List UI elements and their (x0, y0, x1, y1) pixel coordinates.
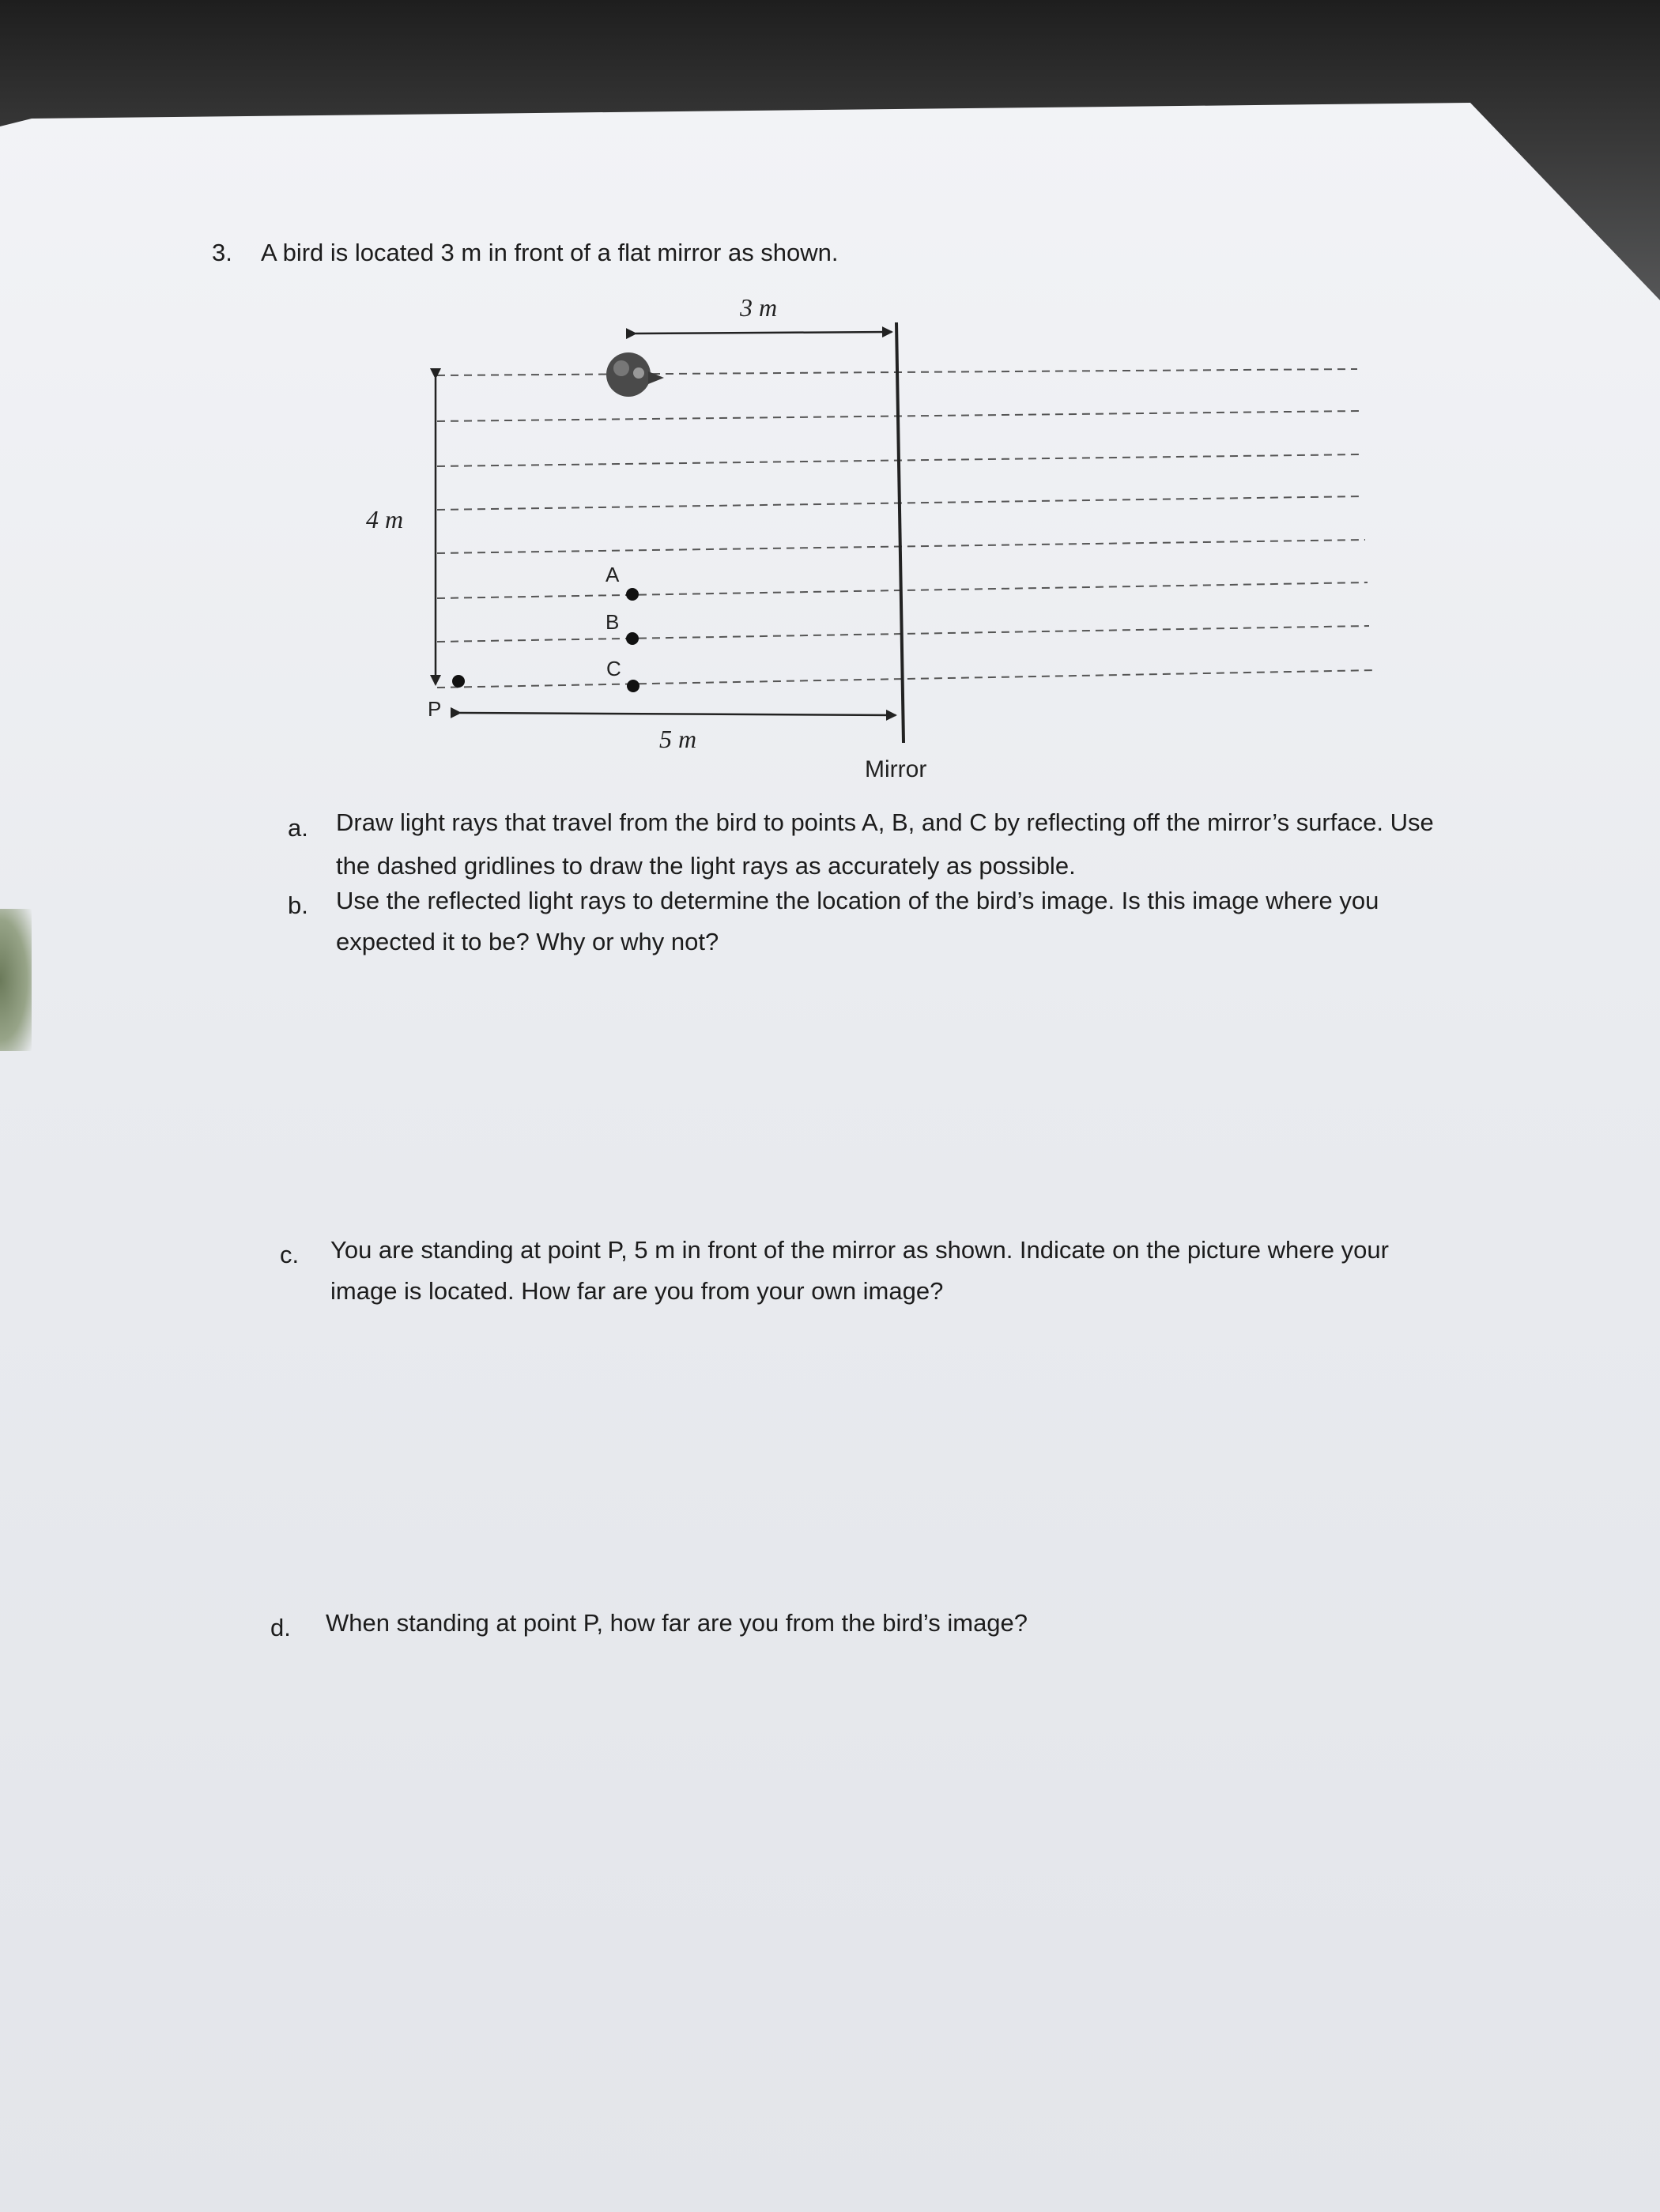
part-d-marker: d. (270, 1614, 291, 1641)
background-object (0, 909, 32, 1051)
part-c-text-line-1: You are standing at point P, 5 m in front of the mirror as shown. Indicate on the picture where your (330, 1236, 1389, 1264)
bird-icon (606, 352, 664, 397)
mirror-diagram (0, 0, 1660, 790)
point-p-label: P (428, 697, 442, 721)
point-p (452, 675, 465, 688)
point-a (626, 588, 639, 601)
point-a-label: A (606, 563, 620, 586)
bottom-dimension-arrow (460, 713, 896, 715)
part-b-text-line-2: expected it to be? Why or why not? (336, 928, 719, 955)
point-b (626, 632, 639, 645)
part-c-marker: c. (280, 1241, 300, 1268)
question-prompt: A bird is located 3 m in front of a flat mirror as shown. (261, 239, 839, 266)
part-b-text-line-1: Use the reflected light rays to determine the location of the bird’s image. Is this image where you (336, 887, 1379, 914)
mirror-label: Mirror (865, 756, 927, 782)
question-number: 3. (212, 239, 232, 266)
dashed-gridlines (437, 369, 1375, 688)
top-distance-label: 3 m (740, 293, 778, 322)
bottom-distance-label: 5 m (659, 725, 697, 753)
point-c (627, 680, 639, 692)
part-a-text-line-2: the dashed gridlines to draw the light rays as accurately as possible. (336, 852, 1076, 880)
left-distance-label: 4 m (366, 505, 404, 533)
point-c-label: C (606, 657, 621, 680)
part-c-text-line-2: image is located. How far are you from your own image? (330, 1277, 944, 1305)
point-b-label: B (606, 610, 620, 634)
part-d-text-line-1: When standing at point P, how far are you from the bird’s image? (326, 1609, 1028, 1637)
part-a-marker: a. (288, 814, 308, 842)
part-a-text-line-1: Draw light rays that travel from the bird to points A, B, and C by reflecting off the mirror’s surface. Use (336, 808, 1434, 836)
part-b-marker: b. (288, 891, 308, 919)
top-dimension-arrow (636, 332, 892, 333)
